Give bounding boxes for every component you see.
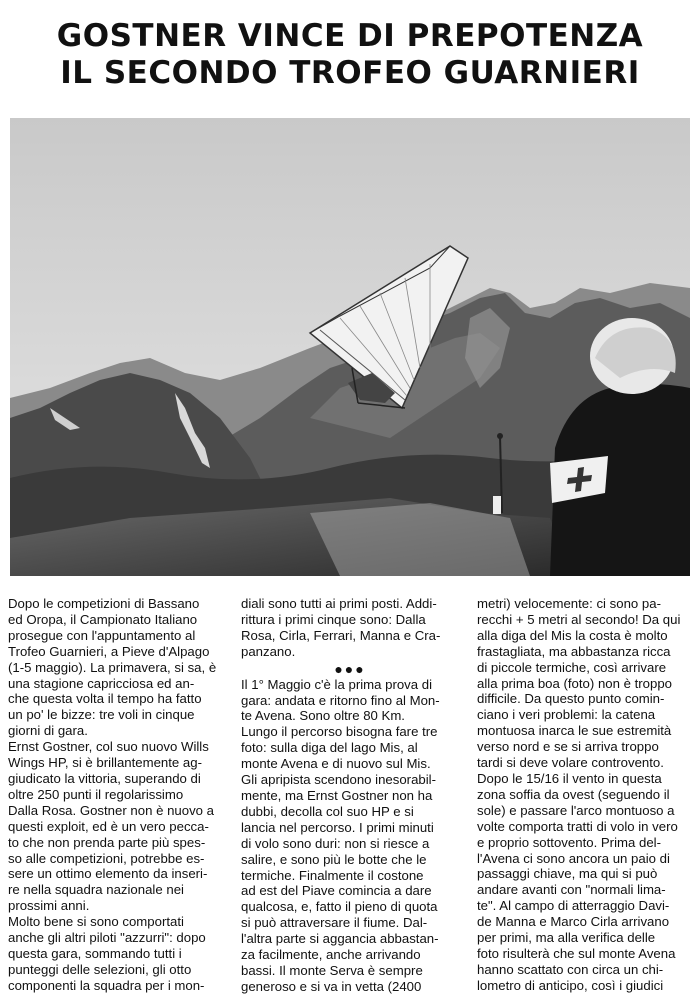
section-separator: ●●●: [334, 660, 366, 677]
article-headline: [0, 18, 700, 92]
column-3-text: metri) velocemente: ci sono pa- recchi + 5 metri al secondo! Da qui alla diga del Mis la costa è molto frastagliata, ma abbastanza ricca di piccole termiche, così arrivare alla prima boa (foto) non è troppo difficile. Da questo punto comin- ciano i veri problemi: la catena montuosa inarca le sue estremità verso nord e se si arriva troppo tardi si deve volare controvento. Dopo le 15/16 il vento in questa zona soffia da ovest (seguendo il sole) e passare l'arco montuoso a volte comporta tratti di volo in vero e proprio sottovento. Prima del- l'Avena ci sono ancora un paio di passaggi chiave, ma qui si può andare avanti con "normali lima- te". Al campo di atterraggio Davi- de Manna e Marco Cirla arrivano per primi, ma alla verifica delle foto risulterà che sul monte Avena hanno scattato con circa un chi- lometro di anticipo, così i giudici: [477, 596, 681, 993]
article-column-2: [241, 596, 459, 994]
article-column-3: [477, 596, 693, 993]
headline-line-1: GOSTNER VINCE DI PREPOTENZA: [56, 18, 644, 54]
article-column-1: [8, 596, 226, 993]
column-1-text: Dopo le competizioni di Bassano ed Oropa, il Campionato Italiano prosegue con l'appuntamento al Trofeo Guarnieri, a Pieve d'Alpago (1-5 maggio). La primavera, si sa, è una stagione capricciosa ed an- che questa volta il tempo ha fatto un po' le bizze: tre voli in cinque giorni di gara. Ernst Gostner, col suo nuovo Wills Wings HP, si è brillantemente ag- giudicato la vittoria, superando di oltre 250 punti il regolarissimo Dalla Rosa. Gostner non è nuovo a questi exploit, ed è un vero pecca- to che non prenda parte più spes- so alle competizioni, potrebbe es- sere un ottimo elemento da inseri- re nella squadra nazionale nei prossimi anni. Molto bene si sono comportati anche gli altri piloti "azzurri": dopo questa gara, sommando tutti i punteggi delle selezioni, gli otto componenti la squadra per i mon-: [8, 596, 217, 993]
hang-glider-photo: [10, 118, 690, 576]
headline-line-2: IL SECONDO TROFEO GUARNIERI: [60, 55, 640, 91]
column-2-text-top: diali sono tutti ai primi posti. Addi- rittura i primi cinque sono: Dalla Rosa, Cirla, Ferrari, Manna e Cra- panzano.: [241, 596, 441, 659]
column-2-text-bottom: Il 1° Maggio c'è la prima prova di gara: andata e ritorno fino al Mon- te Avena. Sono oltre 80 Km. Lungo il percorso bisogna fare tre foto: sulla diga del lago Mis, al monte Avena e di nuovo sul Mis. Gli apripista scendono inesorabil- mente, ma Ernst Gostner non ha dubbi, decolla col suo HP e si lancia nel percorso. I primi minuti di volo sono duri: non si riesce a salire, e sono più le botte che le termiche. Finalmente il costone ad est del Piave comincia a dare qualcosa, e, fatto il pieno di quota si può attraversare il fiume. Dal- l'altra parte si aggancia abbastan- za facilmente, anche arrivando bassi. Il monte Serva è sempre generoso e si va in vetta (2400: [241, 676, 440, 994]
